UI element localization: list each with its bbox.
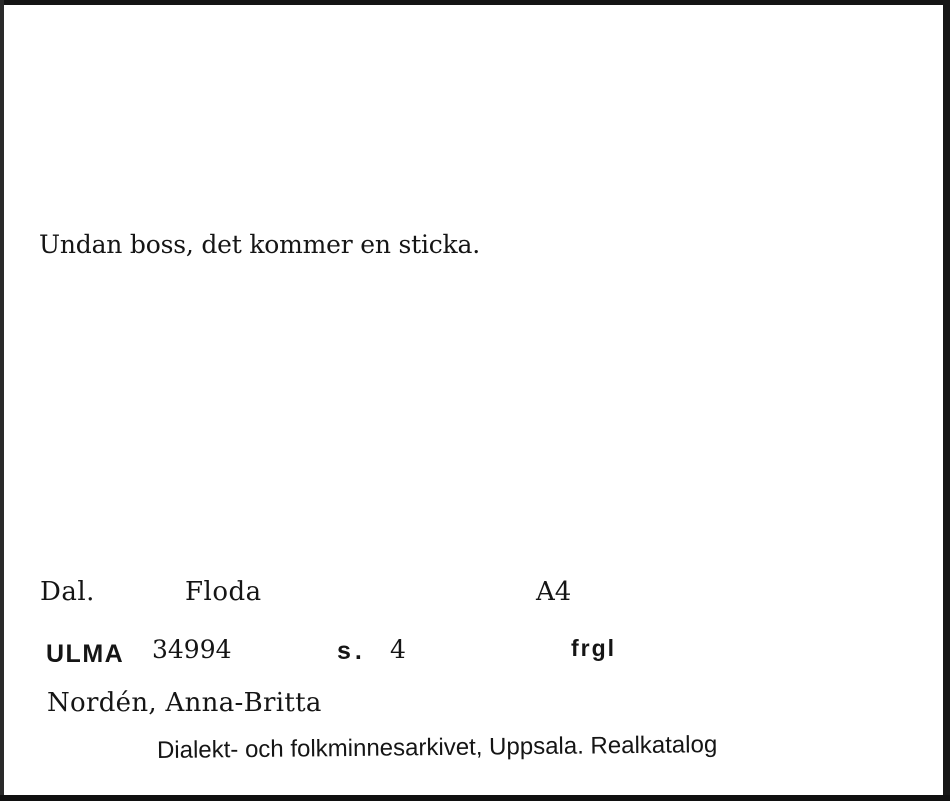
card-bottom-margin [0, 801, 950, 807]
place-label: Floda [185, 577, 262, 607]
card-border-right [943, 0, 950, 807]
page-number: 4 [390, 635, 406, 664]
record-number: 34994 [152, 635, 232, 664]
card-main-text: Undan boss, det kommer en sticka. [39, 230, 480, 259]
category-code: frgl [571, 635, 617, 661]
archive-code: ULMA [46, 640, 125, 668]
card-border-left [0, 0, 4, 807]
card-border-top [0, 0, 950, 5]
region-label: Dal. [40, 577, 95, 607]
archive-footer: Dialekt- och folkminnesarkivet, Uppsala. Realkatalog [156, 731, 718, 764]
sheet-label: A4 [536, 577, 572, 607]
page-label: s. [337, 637, 366, 665]
informant-name: Nordén, Anna-Britta [47, 688, 322, 718]
